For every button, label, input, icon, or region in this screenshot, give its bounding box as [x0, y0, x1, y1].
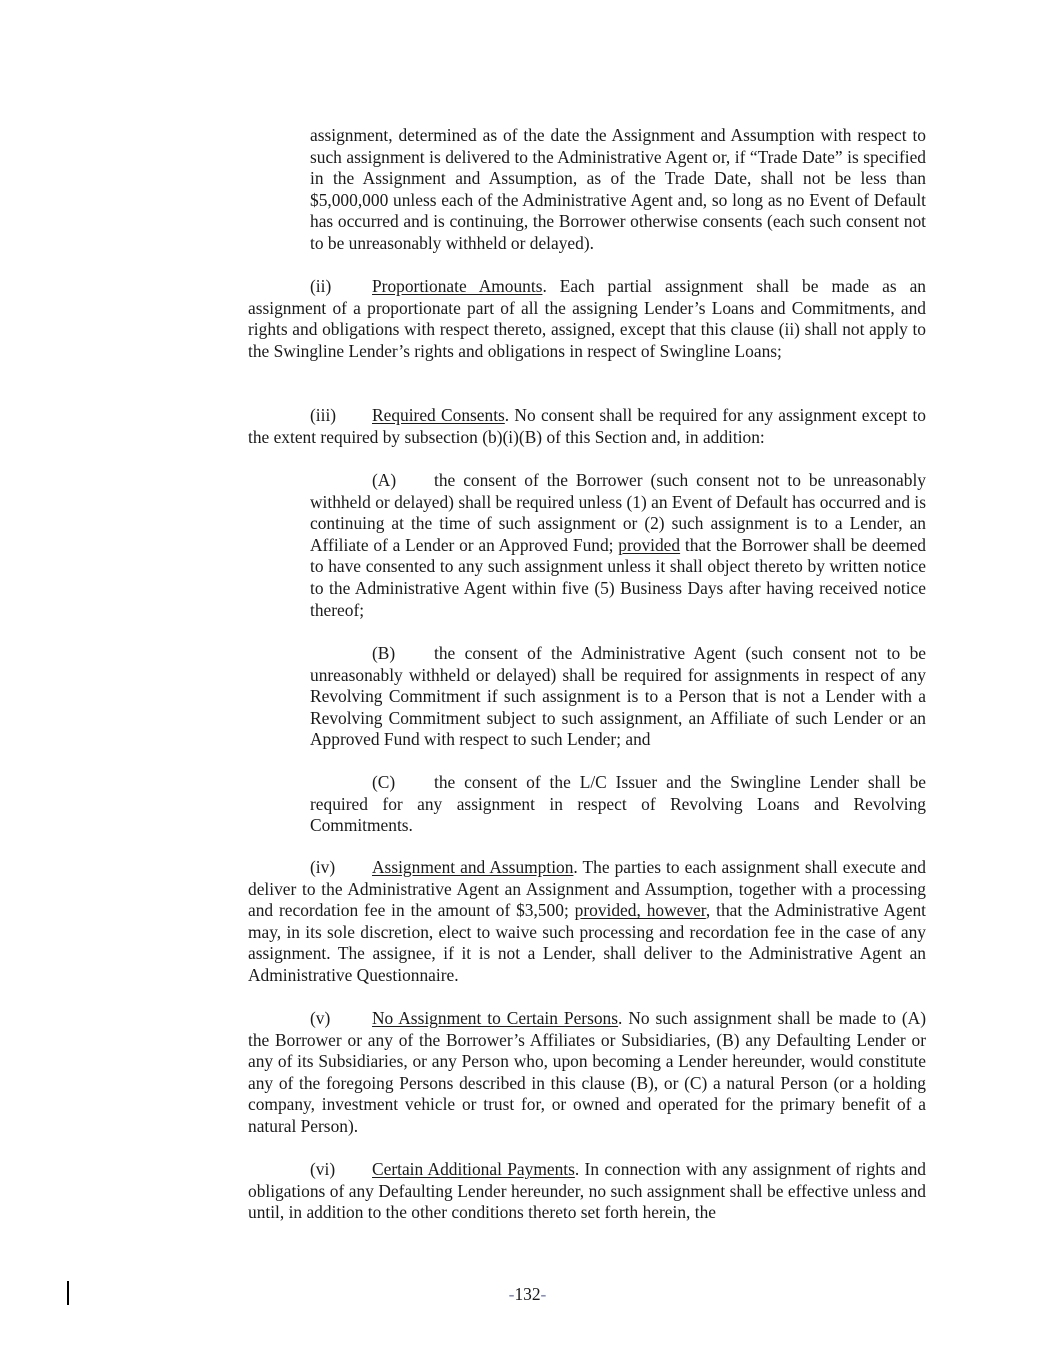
page-number-value: 132 [514, 1284, 541, 1304]
paragraph-number: (ii) [310, 276, 332, 296]
paragraph-text-continued: that the Borrower shall be deemed to have consented to any such assignment unless it shall object thereto by written notice to the Administrative Agent within five (5) Business Days after having received notice thereof; [310, 534, 926, 620]
paragraph-heading: Proportionate Amounts [372, 276, 543, 296]
paragraph-text-continued: , that the Administrative Agent may, in its sole discretion, elect to waive such processing and recordation fee in the case of any assignment. The assignee, if it is not a Lender, shall deliver to the Administrative Agent an Administrative Questionnaire. [248, 900, 926, 985]
page-number [0, 1284, 1055, 1306]
paragraph-iv [248, 857, 926, 987]
page-number-dash-left: - [508, 1284, 515, 1304]
paragraph-B [310, 643, 926, 751]
paragraph-text: . No such assignment shall be made to (A) the Borrower or any of the Borrower’s Affiliates or Subsidiaries, (B) any Defaulting Lender or any of its Subsidiaries, or any Person who, upon becoming a Lender hereunder, would constitute any of the foregoing Persons described in this clause (B), or (C) a natural Person (or a holding company, investment vehicle or trust for, or owned and operated for the primary benefit of a natural Person). [248, 1008, 926, 1136]
paragraph-number: (iv) [310, 857, 336, 877]
paragraph-v [248, 1008, 926, 1138]
paragraph-iii [248, 405, 926, 448]
paragraph-text: . The parties to each assignment shall execute and deliver to the Administrative Agent an Assignment and Assumption, together with a processing and recordation fee in the amount of $3,500; [248, 857, 926, 921]
paragraph-heading: No Assignment to Certain Persons [372, 1008, 619, 1028]
paragraph-text: . No consent shall be required for any assignment except to the extent required by subsection (b)(i)(B) of this Section and, in addition: [248, 405, 926, 447]
paragraph-text: . In connection with any assignment of rights and obligations of any Defaulting Lender hereunder, no such assignment shall be effective unless and until, in addition to the other conditions thereto set forth herein, the [248, 1159, 926, 1223]
paragraph-heading: Certain Additional Payments [372, 1159, 575, 1179]
paragraph-text: the consent of the Administrative Agent (such consent not to be unreasonably withheld or delayed) shall be required for assignments in respect of any Revolving Commitment if such assignment is to a Person that is not a Lender with a Revolving Commitment subject to such assignment, an Affiliate of such Lender or an Approved Fund with respect to such Lender; and [310, 643, 926, 750]
paragraph-A [310, 470, 926, 621]
paragraph-number: (iii) [310, 405, 337, 425]
paragraph-heading: Required Consents [372, 405, 505, 425]
paragraph-ii [248, 276, 926, 362]
paragraph-number: (vi) [310, 1159, 336, 1179]
paragraph-number: (A) [372, 470, 397, 490]
paragraph-number: (B) [372, 643, 396, 663]
provided-however-term: provided, however [574, 900, 706, 921]
provided-term: provided [618, 534, 681, 555]
paragraph-vi [248, 1159, 926, 1224]
paragraph-text: the consent of the Borrower (such consent not to be unreasonably withheld or delayed) shall be required unless (1) an Event of Default has occurred and is continuing at the time of such assignment or (2) such assignment is to a Lender, an Affiliate of a Lender or an Approved Fund; [310, 470, 926, 555]
paragraph-heading: Assignment and Assumption [372, 857, 574, 877]
paragraph-number: (C) [372, 772, 396, 792]
paragraph-C [310, 772, 926, 837]
page-number-dash-right: - [540, 1284, 547, 1304]
paragraph-text: . Each partial assignment shall be made as an assignment of a proportionate part of all the assigning Lender’s Loans and Commitments, and rights and obligations with respect thereto, assigned, except that this clause (ii) shall not apply to the Swingline Lender’s rights and obligations in respect of Swingline Loans; [248, 276, 926, 361]
paragraph-number: (v) [310, 1008, 331, 1028]
paragraph-continuation: assignment, determined as of the date the Assignment and Assumption with respect to such assignment is delivered to the Administrative Agent or, if “Trade Date” is specified in the Assignment and Assumption, as of the Trade Date, shall not be less than $5,000,000 unless each of the Administrative Agent and, so long as no Event of Default has occurred and is continuing, the Borrower otherwise consents (each such consent not to be unreasonably withheld or delayed). [310, 125, 926, 253]
paragraph-text: the consent of the L/C Issuer and the Swingline Lender shall be required for any assignment in respect of Revolving Loans and Revolving Commitments. [310, 772, 926, 836]
